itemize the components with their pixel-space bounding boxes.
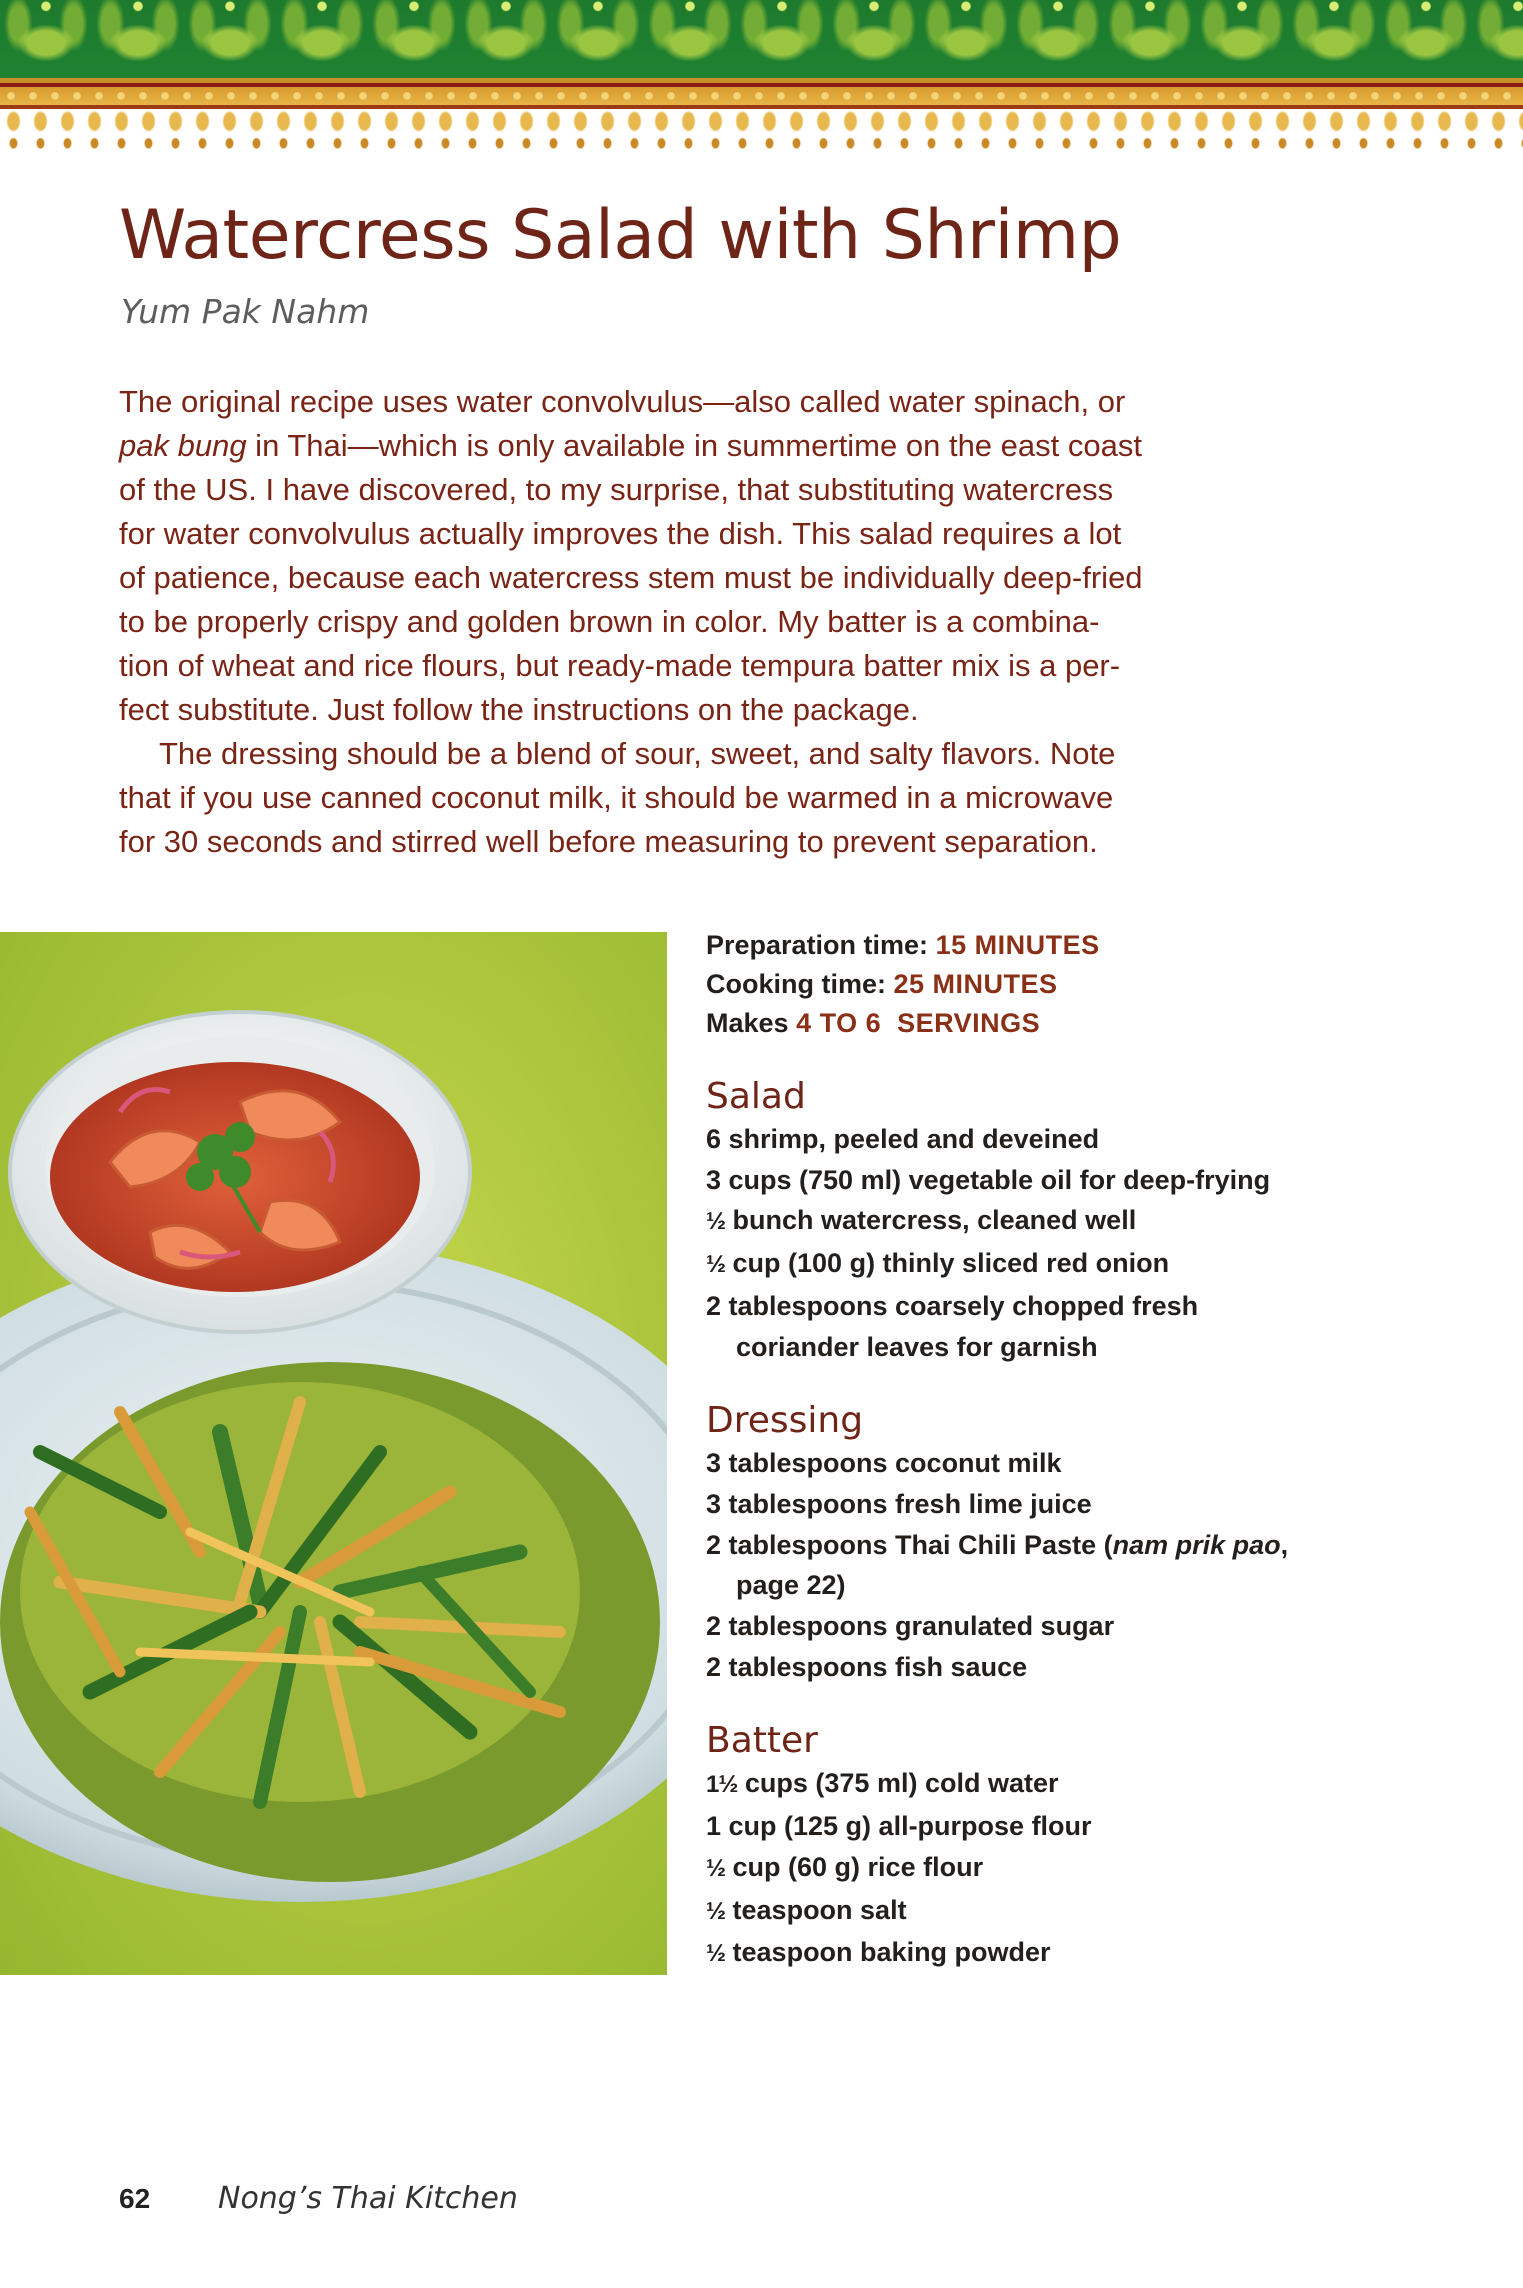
ingredient-text: cups (375 ml) cold water <box>744 1768 1059 1799</box>
ingredient-item-continued: coriander leaves for garnish <box>736 1331 1098 1362</box>
ingredient-item: 3 tablespoons fresh lime juice <box>706 1488 1092 1519</box>
fraction: ½ <box>706 1897 726 1925</box>
fraction: ½ <box>706 1208 726 1236</box>
fried-watercress-salad-photo <box>0 932 667 1975</box>
ingredient-item <box>706 1890 1506 1933</box>
ingredient-text: cup (100 g) thinly sliced red onion <box>732 1248 1170 1279</box>
fraction: 1½ <box>706 1771 738 1799</box>
ingredient-text: 2 tablespoons Thai Chili Paste ( <box>706 1529 1113 1560</box>
servings <box>706 1004 1506 1043</box>
cook-time <box>706 965 1506 1004</box>
section-heading-dressing: Dressing <box>706 1400 864 1442</box>
gold-fringe-ornament <box>0 109 1523 153</box>
ingredient-item <box>706 1525 1506 1566</box>
ingredient-italic: nam prik pao <box>1112 1529 1281 1560</box>
intro-line: to be properly crispy and golden brown in color. My batter is a combina- <box>119 604 1100 639</box>
ingredient-item: 6 shrimp, peeled and deveined <box>706 1124 1100 1154</box>
intro-paragraph <box>119 380 1349 864</box>
intro-line: The original recipe uses water convolvulus—also called water spinach, or <box>119 384 1126 419</box>
ingredient-item: 2 tablespoons fish sauce <box>706 1651 1028 1682</box>
page-number: 62 <box>119 2183 151 2214</box>
gold-bead-rule <box>0 87 1523 105</box>
cook-time-label: Cooking time: <box>706 969 886 999</box>
ingredient-item <box>706 1932 1506 1975</box>
ingredient-item: 2 tablespoons coarsely chopped fresh <box>706 1290 1199 1321</box>
ingredient-text: bunch watercress, cleaned well <box>732 1205 1137 1236</box>
intro-line: The dressing should be a blend of sour, sweet, and salty flavors. Note <box>159 736 1116 771</box>
ingredient-item-continued: page 22) <box>736 1570 846 1601</box>
intro-line: for 30 seconds and stirred well before measuring to prevent separation. <box>119 824 1098 859</box>
ingredient-item: 2 tablespoons granulated sugar <box>706 1611 1115 1642</box>
prep-time <box>706 926 1506 965</box>
ingredient-item: 3 tablespoons coconut milk <box>706 1448 1062 1479</box>
intro-line-text: in Thai—which is only available in summertime on the east coast <box>246 428 1142 463</box>
fraction: ½ <box>706 1854 726 1882</box>
fraction: ½ <box>706 1940 726 1968</box>
ingredient-item <box>706 1243 1506 1286</box>
fraction: ½ <box>706 1251 726 1279</box>
cook-time-value: 25 MINUTES <box>893 969 1058 999</box>
intro-line <box>119 424 1349 468</box>
italic-term: pak bung <box>119 428 247 463</box>
ingredient-text: teaspoon salt <box>732 1894 907 1925</box>
ingredient-item <box>706 1847 1506 1890</box>
ingredient-item <box>706 1200 1506 1243</box>
book-title: Nong’s Thai Kitchen <box>218 2181 518 2216</box>
prep-time-label: Preparation time: <box>706 930 929 960</box>
servings-label: Makes <box>706 1008 789 1038</box>
intro-line: that if you use canned coconut milk, it should be warmed in a microwave <box>119 780 1114 815</box>
ingredient-text: cup (60 g) rice flour <box>732 1851 984 1882</box>
recipe-title: Watercress Salad with Shrimp <box>119 196 1122 275</box>
green-floral-band <box>0 0 1523 78</box>
servings-value: 4 TO 6 SERVINGS <box>796 1008 1041 1038</box>
intro-line: of patience, because each watercress stem must be individually deep-fried <box>119 560 1143 595</box>
prep-time-value: 15 MINUTES <box>935 930 1100 960</box>
recipe-thai-name: Yum Pak Nahm <box>121 292 370 331</box>
intro-line: tion of wheat and rice flours, but ready-made tempura batter mix is a per- <box>119 648 1121 683</box>
intro-line: for water convolvulus actually improves the dish. This salad requires a lot <box>119 516 1122 551</box>
ingredient-item <box>706 1763 1506 1806</box>
ingredient-item: 1 cup (125 g) all-purpose flour <box>706 1811 1092 1842</box>
section-heading-batter: Batter <box>706 1720 818 1762</box>
ingredients-column <box>706 926 1506 1975</box>
ingredient-text: teaspoon baking powder <box>732 1937 1051 1968</box>
food-photo-illustration <box>0 932 667 1975</box>
section-heading-salad: Salad <box>706 1076 806 1117</box>
ingredient-item: 3 cups (750 ml) vegetable oil for deep-frying <box>706 1164 1271 1195</box>
intro-line: fect substitute. Just follow the instructions on the package. <box>119 692 919 727</box>
fried-watercress-pile <box>0 1362 660 1882</box>
intro-line: of the US. I have discovered, to my surprise, that substituting watercress <box>119 472 1114 507</box>
ingredient-text: , <box>1280 1529 1289 1560</box>
